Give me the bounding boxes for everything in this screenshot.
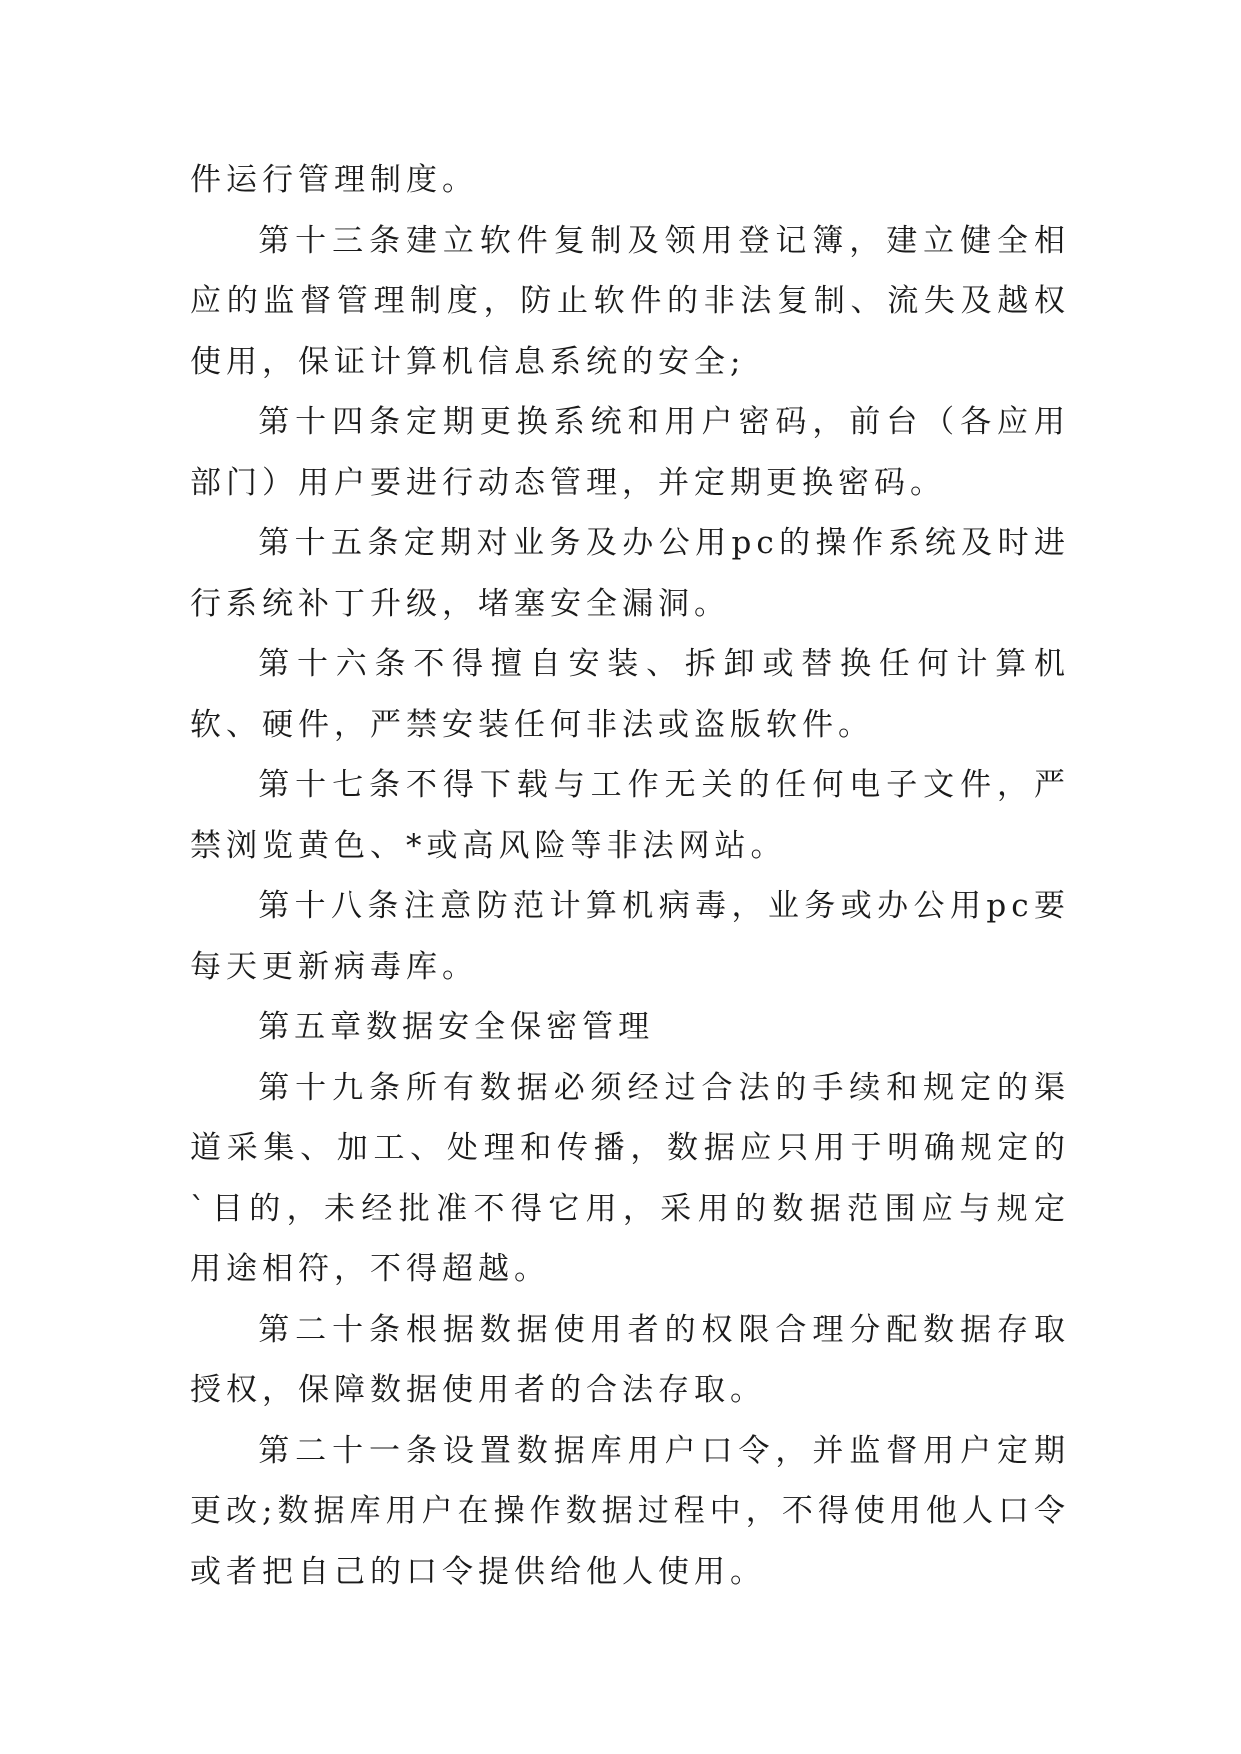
- paragraph-article-17: 第十七条不得下载与工作无关的任何电子文件，严禁浏览黄色、*或高风险等非法网站。: [190, 767, 1070, 864]
- paragraph-article-19: 第十九条所有数据必须经过合法的手续和规定的渠道采集、加工、处理和传播，数据应只用于明确规定的`目的，未经批准不得它用，采用的数据范围应与规定用途相符，不得超越。: [190, 1069, 1070, 1287]
- chapter-heading-5: 第五章数据安全保密管理: [258, 1009, 655, 1045]
- paragraph-article-15: 第十五条定期对业务及办公用pc的操作系统及时进行系统补丁升级，堵塞安全漏洞。: [190, 525, 1070, 622]
- document-body: [190, 150, 1070, 1602]
- paragraph-article-13: 第十三条建立软件复制及领用登记簿，建立健全相应的监督管理制度，防止软件的非法复制、流失及越权使用，保证计算机信息系统的安全;: [190, 222, 1070, 380]
- paragraph-article-21: 第二十一条设置数据库用户口令，并监督用户定期更改;数据库用户在操作数据过程中，不得使用他人口令或者把自己的口令提供给他人使用。: [190, 1432, 1070, 1590]
- paragraph-article-20: 第二十条根据数据使用者的权限合理分配数据存取授权，保障数据使用者的合法存取。: [190, 1311, 1070, 1408]
- paragraph-article-14: 第十四条定期更换系统和用户密码，前台（各应用部门）用户要进行动态管理，并定期更换密码。: [190, 404, 1070, 501]
- paragraph-continuation: 件运行管理制度。: [190, 162, 478, 198]
- paragraph-article-16: 第十六条不得擅自安装、拆卸或替换任何计算机软、硬件，严禁安装任何非法或盗版软件。: [190, 646, 1070, 743]
- paragraph-article-18: 第十八条注意防范计算机病毒，业务或办公用pc要每天更新病毒库。: [190, 888, 1070, 985]
